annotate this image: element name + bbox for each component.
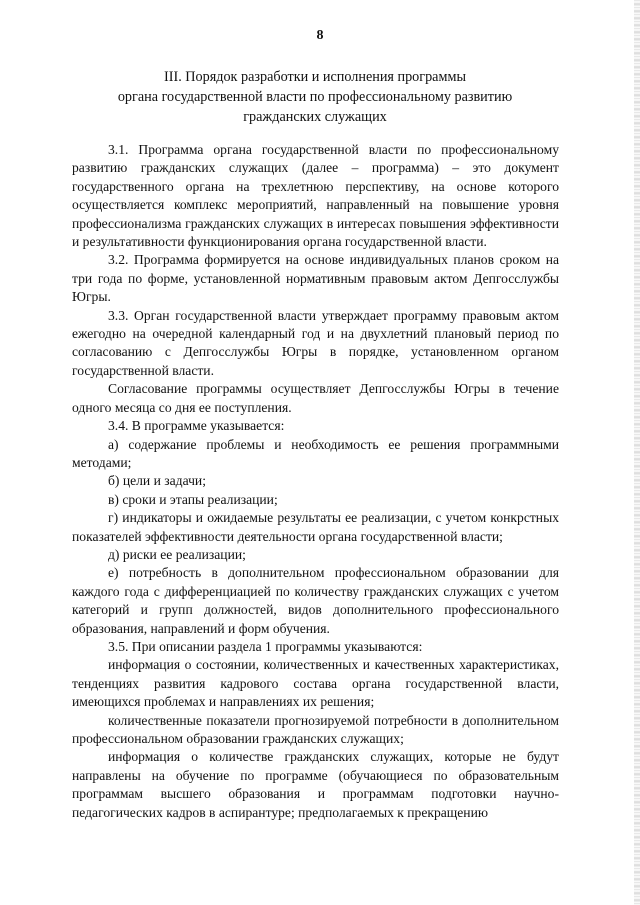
list-item-g: г) индикаторы и ожидаемые результаты ее реализации, с учетом конкрстных показателей эффективности деятельности органа государственной власти; [72,510,559,544]
page-number: 8 [316,28,324,43]
list-item-e: е) потребность в дополнительном профессиональном образовании для каждого года с дифференциацией по количеству гражданских служащих с учетом категорий и групп должностей, видов дополнительного профессионального образования, направлений и форм обучения. [72,565,559,636]
paragraph-3-3: 3.3. Орган государственной власти утверждает программу правовым актом ежегодно на очередной календарный год и на двухлетний плановый период по согласованию с Депгосслужбы Югры в порядке, установленном органом государственной власти. [72,307,559,378]
heading-line-2: органа государственной власти по профессиональному развитию [117,89,513,105]
paragraph-approval: Согласование программы осуществляет Депгосслужбы Югры в течение одного месяца со дня ее поступления. [72,381,559,415]
heading-line-3: гражданских служащих [243,109,387,125]
paragraph-quantitative: количественные показатели прогнозируемой потребности в дополнительном профессиональном образовании гражданских служащих; [72,712,559,746]
paragraph-3-4: 3.4. В программе указывается: [108,418,285,434]
list-item-b: б) цели и задачи; [108,473,206,489]
paragraph-not-trained: информация о количестве гражданских служащих, которые не будут направлены на обучение по программе (обучающиеся по образовательным программам высшего образования и программам подготовки научно-педагогических кадров в аспирантуре; предполагаемых к прекращению [72,749,559,820]
heading-line-1: III. Порядок разработки и исполнения программы [164,69,466,85]
document-body [72,141,559,822]
list-item-a: а) содержание проблемы и необходимость ее решения программными методами; [72,436,559,470]
paragraph-3-1: 3.1. Программа органа государственной власти по профессиональному развитию гражданских служащих (далее – программа) – это документ государственного органа на трехлетнюю перспективу, на основе которого осуществляется комплекс мероприятий, направленный на повышение уровня профессионализма гражданских служащих в интересах повышения эффективности и результативности функционирования органа государственной власти. [72,142,559,250]
paragraph-state-info: информация о состоянии, количественных и качественных характеристиках, тенденциях развития кадрового состава органа государственной власти, имеющихся проблемах и направлениях их решения; [72,657,559,710]
list-item-v: в) сроки и этапы реализации; [108,491,278,507]
paragraph-3-5: 3.5. При описании раздела 1 программы указываются: [108,638,423,654]
section-heading [60,67,570,127]
scan-edge [634,0,640,905]
list-item-d: д) риски ее реализации; [108,546,246,562]
paragraph-3-2: 3.2. Программа формируется на основе индивидуальных планов сроком на три года по форме, установленной нормативным правовым актом Депгосслужбы Югры. [72,252,559,305]
